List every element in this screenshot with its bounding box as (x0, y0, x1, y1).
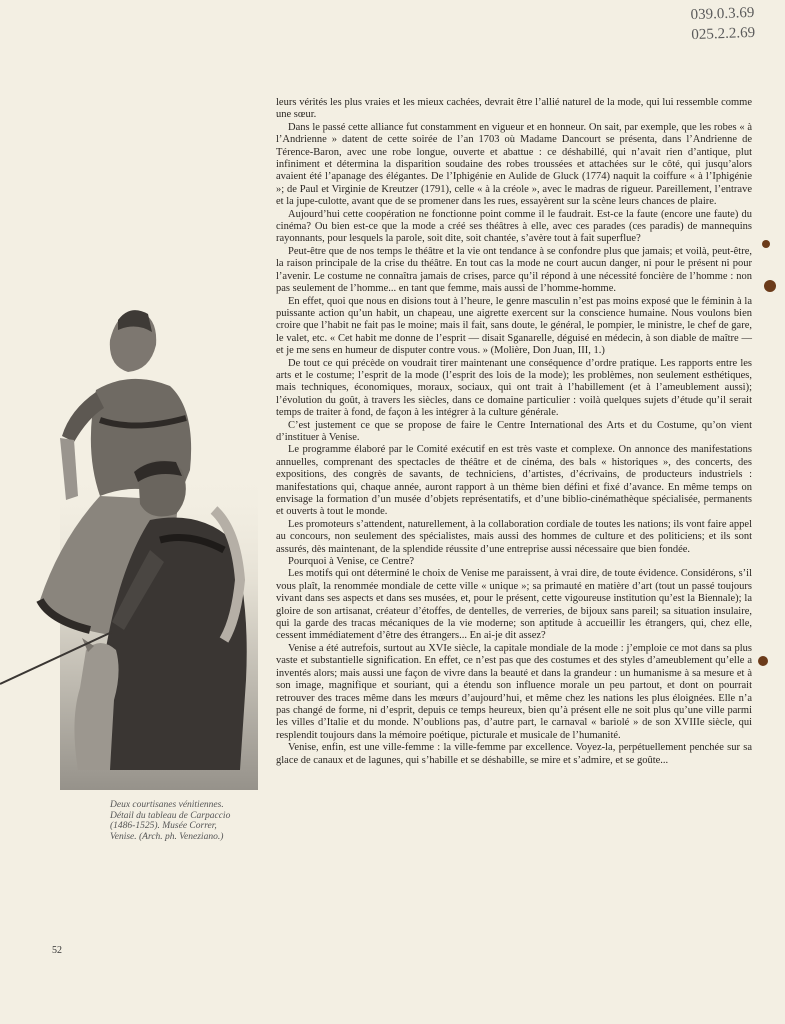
caption-line: (1486-1525). Musée Correr, (110, 821, 217, 831)
paragraph: Venise, enfin, est une ville-femme : la ville-femme par excellence. Voyez-la, perpétuellement penchée sur sa glace de canaux et de lagunes, qui s’habille et se déshabille, se mire et s’admire, et se goûte... (276, 742, 752, 766)
caption-line: Détail du tableau de Carpaccio (110, 810, 231, 821)
article-body (276, 97, 752, 767)
courtesans-illustration (0, 300, 258, 790)
paper-stain (758, 656, 768, 666)
illustration-caption (110, 800, 270, 842)
paragraph: Aujourd’hui cette coopération ne fonctionne point comme il le faudrait. Est-ce la faute (encore une faute) du cinéma? Ou bien est-ce que la mode a créé ses théâtres à elle, avec ces parades (ces paradis) de mannequins rayonnants, pour lesquels la parole, soit dite, soit chantée, s’avère tout à fait superflue? (276, 208, 752, 245)
paragraph: Pourquoi à Venise, ce Centre? (288, 556, 415, 568)
paragraph: C’est justement ce que se propose de faire le Centre International des Arts et du Costume, qu’on vient d’instituer à Venise. (276, 419, 752, 443)
paragraph: En effet, quoi que nous en disions tout à l’heure, le genre masculin n’est pas moins exposé que le féminin à la puissante action qu’un habit, un chapeau, une aigrette exercent sur la conscience humaine. Nous voulons bien croire que l’habit ne fait pas le moine; mais il fait, sans doute, le général, le pompier, le ministre, le chef de gare, le valet, etc. « Cet habit me donne de l’esprit — disait Sganarelle, déguisé en médecin, à son diable de maître — et je me sens en humeur de disputer contre vous. » (Molière, Don Juan, III, 1.) (276, 295, 752, 357)
paragraph: Venise a été autrefois, surtout au XVIe siècle, la capitale mondiale de la mode : j’emploie ce mot dans sa plus vaste et substantielle signification. En effet, ce n’est pas que des costumes et des styles d’ameublement qu’elle a inventés alors; mais aussi une façon de vivre dans la beauté et dans la grandeur : un humanisme à sa mesure et à son image, magnifique et souriant, qui a étendu son influence morale un peu partout, et dont on pourrait retrouver des traces même dans les mœurs d’aujourd’hui, et même chez les nations les plus éloignées. Elle n’a pas changé de forme, ni d’esprit, depuis ce temps heureux, bien qu’à présent elle ne soit plus qu’une ville parmi les villes d’Italie et du monde. N’oublions pas, d’autre part, le carnaval « bariolé » de son XVIIIe siècle, qui resplendit toujours dans la mémoire poétique, picturale et musicale de l’humanité. (276, 642, 752, 741)
paragraph: Le programme élaboré par le Comité exécutif en est très vaste et complexe. On annonce des manifestations annuelles, comprenant des spectacles de théâtre et de cinéma, des bals « historiques », des concerts, des expositions, des congrès de savants, de techniciens, d’artistes, d’écrivains, de producteurs industriels : manifestations qui, chaque année, auront rapport à un thème bien défini et fixé d’avance. En même temps on envisage la formation d’un musée d’objets représentatifs, et d’une biblio-cinémathèque spécialisée, permanents et ouverts à tout le monde. (276, 444, 752, 518)
archive-number-2: 025.2.2.69 (691, 24, 756, 44)
archive-stamp (691, 3, 756, 45)
paragraph: Les motifs qui ont déterminé le choix de Venise me paraissent, à vrai dire, de toute évidence. Considérons, s’il vous plaît, la renommée mondiale de cette ville « unique »; sa primauté en matière d’art (tout un passé toujours vivant dans ses aspects et dans ses musées, et, pour le présent, cette vigoureuse institution qu’est la Biennale); la gloire de son artisanat, créateur d’étoffes, de dentelles, de verreries, de bijoux sans pareil; sa situation insulaire, qui la garde des tracas mécaniques de la vie moderne; son aptitude à accueillir les étrangers, qui, chez elle, cessent immédiatement d’être des étrangers... En ai-je dit assez? (276, 568, 752, 642)
page-number: 52 (52, 945, 62, 956)
caption-line: Venise. (Arch. ph. Veneziano.) (110, 831, 224, 842)
caption-line: Deux courtisanes vénitiennes. (110, 800, 224, 810)
paper-stain (764, 280, 776, 292)
paragraph: leurs vérités les plus vraies et les mieux cachées, devrait être l’allié naturel de la mode, qui lui ressemble comme une sœur. (276, 97, 752, 121)
archive-number-1: 039.0.3.69 (690, 4, 755, 24)
paragraph: De tout ce qui précède on voudrait tirer maintenant une conséquence d’ordre pratique. Les rapports entre les arts et le costume; l’esprit de la mode (l’esprit des lois de la mode); les problèmes, non seulement esthétiques, mais techniques, économiques, moraux, sociaux, qui ont trait à l’habillement (et à l’ameublement aussi); l’évolution du goût, à travers les siècles, dans ce domaine particulier : voilà quelques sujets d’étude qu’il serait temps de traiter à fond, de façon à les intégrer à la culture générale. (276, 357, 752, 419)
paragraph: Peut-être que de nos temps le théâtre et la vie ont tendance à se confondre plus que jamais; et voilà, peut-être, la raison principale de la crise du théâtre. En tout cas la mode ne court aucun danger, ni pour le présent ni pour l’avenir. Le costume ne connaîtra jamais de crises, parce qu’il répond à une nécessité foncière de l’homme : non pas seulement de l’homme... en tant que femme, mais aussi de l’homme-homme. (276, 245, 752, 295)
paragraph: Dans le passé cette alliance fut constamment en vigueur et en honneur. On sait, par exemple, que les robes « à l’Andrienne » datent de cette soirée de l’an 1703 où Madame Dancourt se présenta, dans l’Andrienne de Térence-Baron, avec une robe longue, ouverte et abattue : ce déshabillé, qui n’avait rien d’antique, plut infiniment et détermina la disparition soudaine des robes troussées et attachées sur le côté, qui jusqu’alors avaient été l’apanage des élégantes. De l’Iphigénie en Aulide de Gluck (1774) naquit la coiffure « à l’Iphigénie »; de Paul et Virginie de Kreutzer (1791), celle « à la créole », avec le madras de rigueur. Pareillement, l’entrave et la jupe-culotte, avant que de se promener dans les rues, essayèrent sur la scène leurs chances de plaire. (276, 121, 752, 208)
paper-stain (762, 240, 770, 248)
paragraph: Les promoteurs s’attendent, naturellement, à la collaboration cordiale de toutes les nations; ils vont faire appel au concours, non seulement des spécialistes, mais aussi des hommes de culture et des politiciens; et ils sont assurés, dès maintenant, de la splendide réussite d’une entreprise aussi nécessaire que bien fondée. (276, 518, 752, 555)
